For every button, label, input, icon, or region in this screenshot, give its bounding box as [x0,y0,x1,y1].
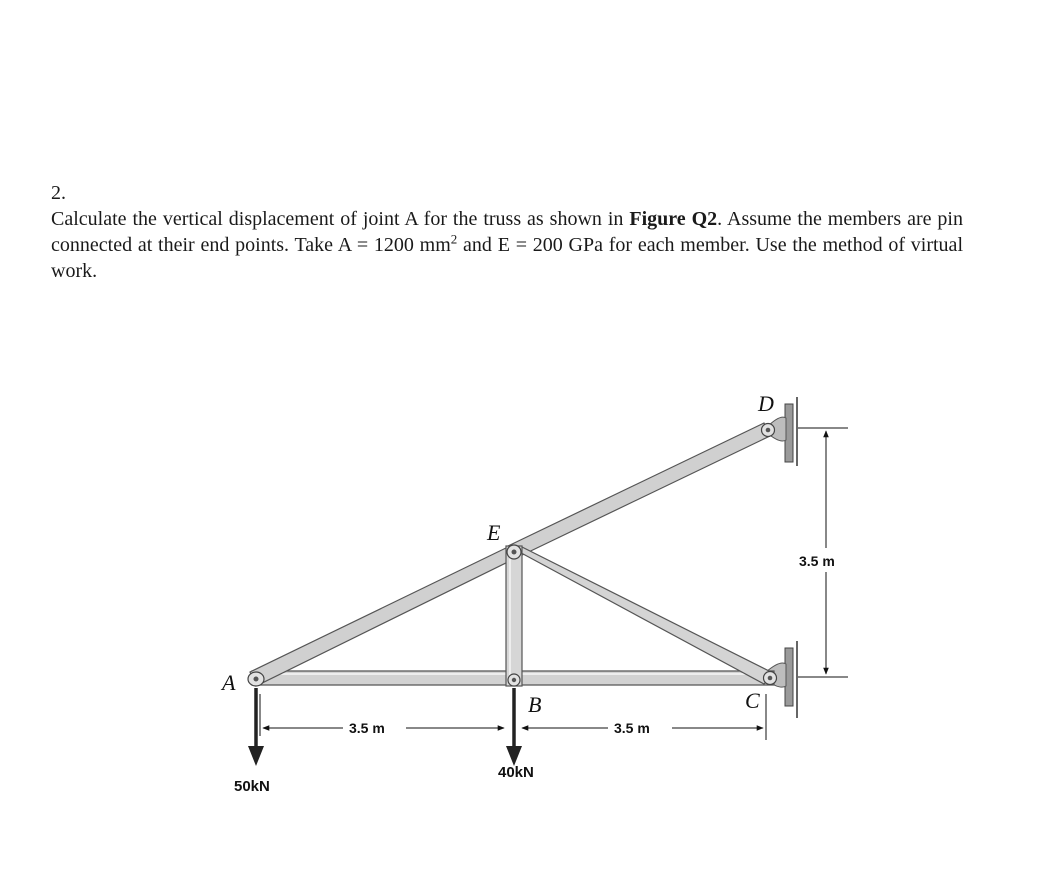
pin-e [507,545,521,559]
joint-label-a: A [222,670,236,695]
joint-label-c: C [745,688,760,713]
area-exponent: 2 [450,231,458,247]
dimension-ab [260,694,504,736]
dimension-cd [798,428,848,677]
dimension-ab-label: 3.5 m [349,720,385,736]
dimension-bc [522,718,766,740]
member-ae [250,546,516,686]
question-text-part: . Assume the members are pin connected at their end points. Take A = 1200 mm [51,208,963,256]
question-text-part: and E = 200 GPa for each member. Use the method of virtual work. [51,234,963,282]
question-number: 2. [51,182,66,204]
joint-label-d: D [758,391,774,416]
pin-d [762,424,775,437]
figure-reference: Figure Q2 [629,208,718,230]
question-text-part: Calculate the vertical displacement of joint A for the truss as shown in [51,208,630,230]
joint-label-e: E [487,520,501,545]
load-label-b: 40kN [498,764,534,781]
member-eb [506,546,522,686]
member-ed [508,423,770,559]
load-label-a: 50kN [234,778,270,795]
pin-c [764,672,777,685]
dimension-bc-label: 3.5 m [614,720,650,736]
load-arrow-b [506,688,522,766]
dimension-cd-label: 3.5 m [799,553,835,569]
pin-b [508,674,520,686]
pin-a [248,672,264,686]
member-ec [512,546,775,684]
load-arrow-a [248,688,264,766]
joint-label-b: B [528,692,542,717]
